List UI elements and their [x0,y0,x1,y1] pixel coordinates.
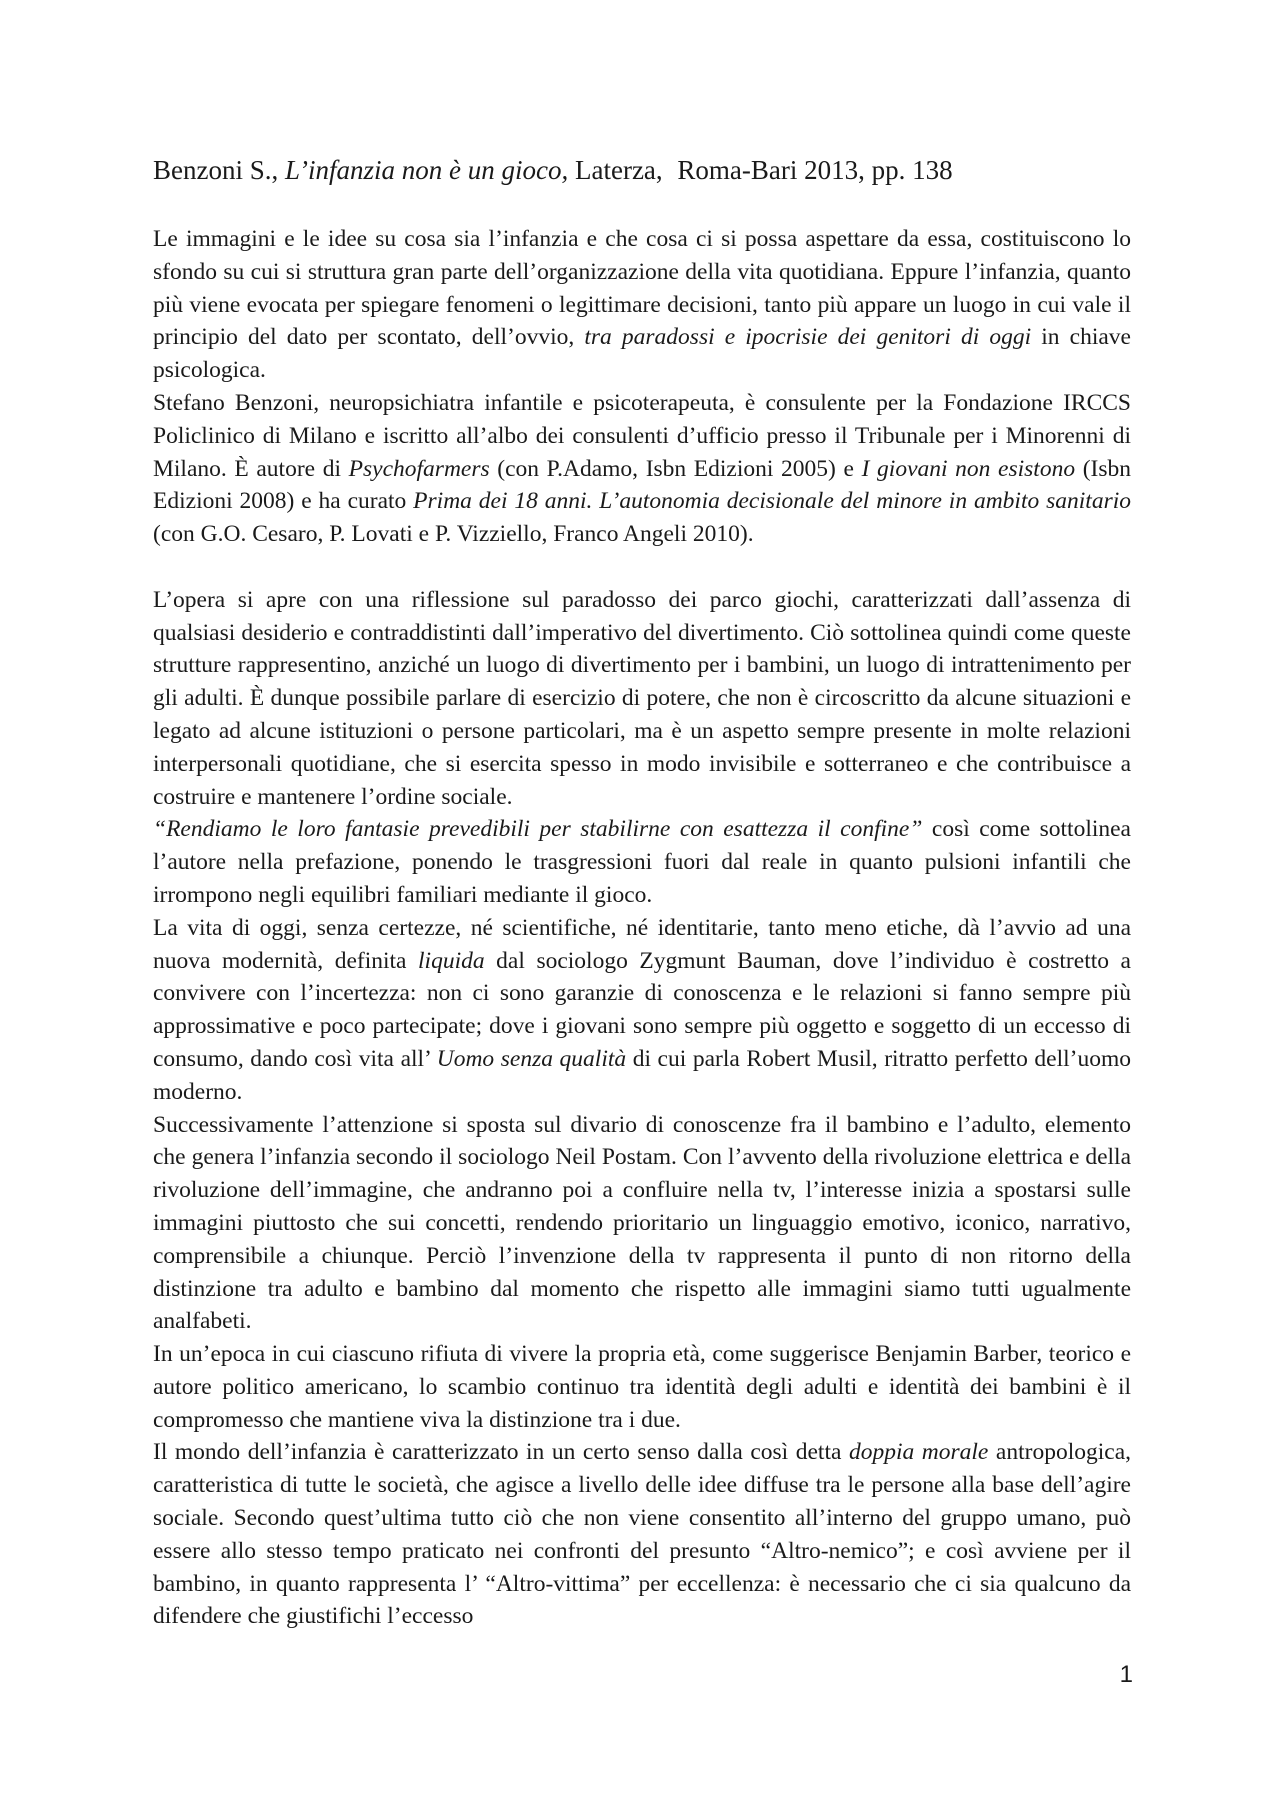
citation-book-title: L’infanzia non è un gioco, [285,155,569,185]
paragraph-intro: Le immagini e le idee su cosa sia l’infanzia e che cosa ci si possa aspettare da essa, costituiscono lo sfondo su cui si struttura gran parte dell’organizzazione della vita quotidiana. Eppure l’infanzia, quanto più viene evocata per spiegare fenomeni o legittimare decisioni, tanto più appare un luogo in cui vale il principio del dato per scontato, dell’ovvio, tra paradossi e ipocrisie dei genitori di oggi in chiave psicologica. [153,226,1131,384]
paragraph-author-bio: Stefano Benzoni, neuropsichiatra infantile e psicoterapeuta, è consulente per la Fondazione IRCCS Policlinico di Milano e iscritto all’albo dei consulenti d’ufficio presso il Tribunale per i Minorenni di Milano. È autore di Psychofarmers (con P.Adamo, Isbn Edizioni 2005) e I giovani non esistono (Isbn Edizioni 2008) e ha curato Prima dei 18 anni. L’autonomia decisionale del minore in ambito sanitario (con G.O. Cesaro, P. Lovati e P. Vizziello, Franco Angeli 2010). [153,389,1132,548]
citation-publisher: Laterza, [568,155,670,185]
paragraph-knowledge-gap: Successivamente l’attenzione si sposta sul divario di conoscenze fra il bambino e l’adulto, elemento che genera l’infanzia secondo il sociologo Neil Postam. Con l’avvento della rivoluzione elettrica e della rivoluzione dell’immagine, che andranno poi a confluire nella tv, l’interesse inizia a spostarsi sulle immagini piuttosto che sui concetti, rendendo prioritario un linguaggio emotivo, iconico, narrativo, comprensibile a chiunque. Perciò l’invenzione della tv rappresenta il punto di non ritorno della distinzione tra adulto e bambino dal momento che rispetto alle immagini siamo tutti ugualmente analfabeti. [153,1111,1131,1335]
paragraph-age-identity: In un’epoca in cui ciascuno rifiuta di vivere la propria età, come suggerisce Benjamin Barber, teorico e autore politico americano, lo scambio continuo tra identità degli adulti e identità dei bambini è il compromesso che mantiene viva la distinzione tra i due. [153,1341,1131,1433]
document-body [153,223,1131,1633]
page-number: 1 [1119,1661,1133,1688]
paragraph-double-morality: Il mondo dell’infanzia è caratterizzato in un certo senso dalla così detta doppia morale antropologica, caratteristica di tutte le società, che agisce a livello delle idee diffuse tra le persone alla base dell’agire sociale. Secondo quest’ultima tutto ciò che non viene consentito all’interno del gruppo umano, può essere allo stesso tempo praticato nei confronti del presunto “Altro-nemico”; e così avviene per il bambino, in quanto rappresenta l’ “Altro-vittima” per eccellenza: è necessario che ci sia qualcuno da difendere che giustifichi l’eccesso [153,1439,1131,1630]
paragraph-liquid-modernity: La vita di oggi, senza certezze, né scientifiche, né identitarie, tanto meno etiche, dà l’avvio ad una nuova modernità, definita liquida dal sociologo Zygmunt Bauman, dove l’individuo è costretto a convivere con l’incertezza: non ci sono garanzie di conoscenza e le relazioni si fanno sempre più approssimative e poco partecipate; dove i giovani sono sempre più oggetto e soggetto di un eccesso di consumo, dando così vita all’ Uomo senza qualità di cui parla Robert Musil, ritratto perfetto dell’uomo moderno. [153,914,1131,1105]
citation-author: Benzoni S., [153,155,285,185]
citation-title [153,152,1153,188]
citation-place-year: Roma-Bari 2013, pp. 138 [677,155,953,185]
paragraph-playground: L’opera si apre con una riflessione sul paradosso dei parco giochi, caratterizzati dall’assenza di qualsiasi desiderio e contraddistinti dall’imperativo del divertimento. Ciò sottolinea quindi come queste strutture rappresentino, anziché un luogo di divertimento per i bambini, un luogo di intrattenimento per gli adulti. È dunque possibile parlare di esercizio di potere, che non è circoscritto da alcune situazioni e legato ad alcune istituzioni o persone particolari, ma è un aspetto sempre presente in molte relazioni interpersonali quotidiane, che si esercita spesso in modo invisibile e sotterraneo e che contribuisce a costruire e mantenere l’ordine sociale. [153,586,1131,810]
paragraph-quote: “Rendiamo le loro fantasie prevedibili per stabilirne con esattezza il confine” così come sottolinea l’autore nella prefazione, ponendo le trasgressioni fuori dal reale in quanto pulsioni infantili che irrompono negli equilibri familiari mediante il gioco. [153,816,1131,908]
